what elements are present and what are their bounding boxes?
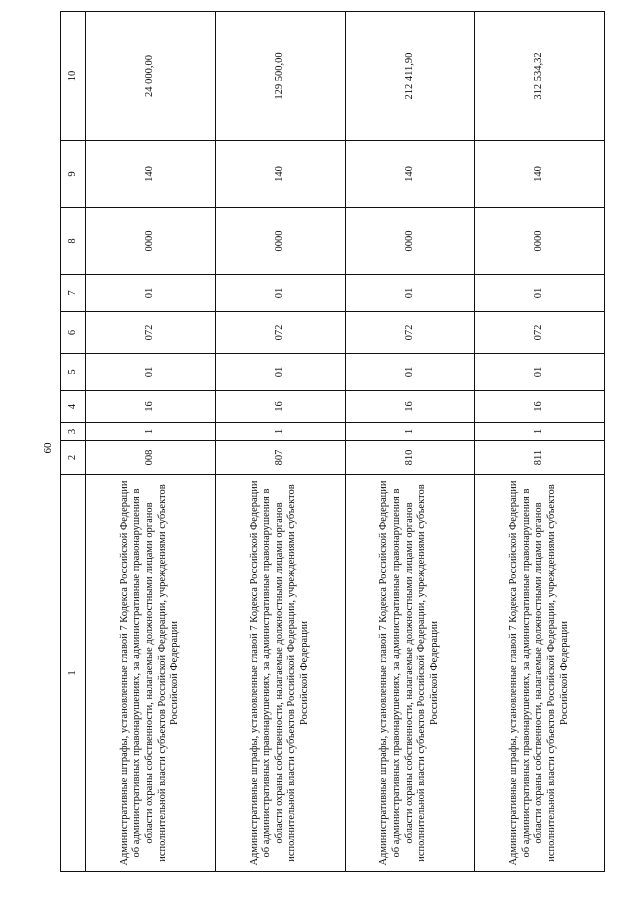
element-code: 01 xyxy=(215,275,345,312)
administrator-code: 810 xyxy=(345,441,475,475)
subarticle-code: 072 xyxy=(345,312,475,354)
column-header-9: 9 xyxy=(61,141,86,208)
administrator-code: 807 xyxy=(215,441,345,475)
revenue-description: Административные штрафы, установленные главой 7 Кодекса Российской Федерации об административных правонарушениях, за административные правонарушения в области охраны собственности, налагаемые должностными лицами органов исполнительной власти субъектов Российской Федерации, учреждениями субъектов Российской Федерации xyxy=(345,475,475,872)
column-header-3: 3 xyxy=(61,423,86,441)
column-header-5: 5 xyxy=(61,354,86,391)
column-header-1: 1 xyxy=(61,475,86,872)
column-header-4: 4 xyxy=(61,391,86,423)
article-code: 01 xyxy=(215,354,345,391)
economic-classification-code: 140 xyxy=(215,141,345,208)
subarticle-code: 072 xyxy=(86,312,216,354)
column-header-2: 2 xyxy=(61,441,86,475)
element-code: 01 xyxy=(475,275,605,312)
column-header-10: 10 xyxy=(61,12,86,141)
subgroup-code: 16 xyxy=(475,391,605,423)
table-row xyxy=(215,12,345,872)
table-row xyxy=(86,12,216,872)
subarticle-code: 072 xyxy=(215,312,345,354)
amount-value: 212 411,90 xyxy=(345,12,475,141)
program-code: 0000 xyxy=(86,208,216,275)
revenue-description: Административные штрафы, установленные главой 7 Кодекса Российской Федерации об административных правонарушениях, за административные правонарушения в области охраны собственности, налагаемые должностными лицами органов исполнительной власти субъектов Российской Федерации, учреждениями субъектов Российской Федерации xyxy=(86,475,216,872)
amount-value: 24 000,00 xyxy=(86,12,216,141)
rotated-table-container xyxy=(60,12,605,872)
subgroup-code: 16 xyxy=(86,391,216,423)
table-row xyxy=(475,12,605,872)
economic-classification-code: 140 xyxy=(86,141,216,208)
element-code: 01 xyxy=(345,275,475,312)
column-number-header-row xyxy=(61,12,86,872)
subgroup-code: 16 xyxy=(345,391,475,423)
budget-revenue-table xyxy=(60,11,605,872)
group-code: 1 xyxy=(215,423,345,441)
column-header-7: 7 xyxy=(61,275,86,312)
administrator-code: 008 xyxy=(86,441,216,475)
page-number: 60 xyxy=(42,442,54,454)
column-header-6: 6 xyxy=(61,312,86,354)
article-code: 01 xyxy=(86,354,216,391)
economic-classification-code: 140 xyxy=(345,141,475,208)
group-code: 1 xyxy=(345,423,475,441)
amount-value: 312 534,32 xyxy=(475,12,605,141)
table-row xyxy=(345,12,475,872)
subarticle-code: 072 xyxy=(475,312,605,354)
program-code: 0000 xyxy=(215,208,345,275)
group-code: 1 xyxy=(475,423,605,441)
group-code: 1 xyxy=(86,423,216,441)
program-code: 0000 xyxy=(345,208,475,275)
revenue-description: Административные штрафы, установленные главой 7 Кодекса Российской Федерации об административных правонарушениях, за административные правонарушения в области охраны собственности, налагаемые должностными лицами органов исполнительной власти субъектов Российской Федерации, учреждениями субъектов Российской Федерации xyxy=(475,475,605,872)
article-code: 01 xyxy=(345,354,475,391)
amount-value: 129 500,00 xyxy=(215,12,345,141)
revenue-description: Административные штрафы, установленные главой 7 Кодекса Российской Федерации об административных правонарушениях, за административные правонарушения в области охраны собственности, налагаемые должностными лицами органов исполнительной власти субъектов Российской Федерации, учреждениями субъектов Российской Федерации xyxy=(215,475,345,872)
administrator-code: 811 xyxy=(475,441,605,475)
column-header-8: 8 xyxy=(61,208,86,275)
subgroup-code: 16 xyxy=(215,391,345,423)
program-code: 0000 xyxy=(475,208,605,275)
element-code: 01 xyxy=(86,275,216,312)
article-code: 01 xyxy=(475,354,605,391)
economic-classification-code: 140 xyxy=(475,141,605,208)
